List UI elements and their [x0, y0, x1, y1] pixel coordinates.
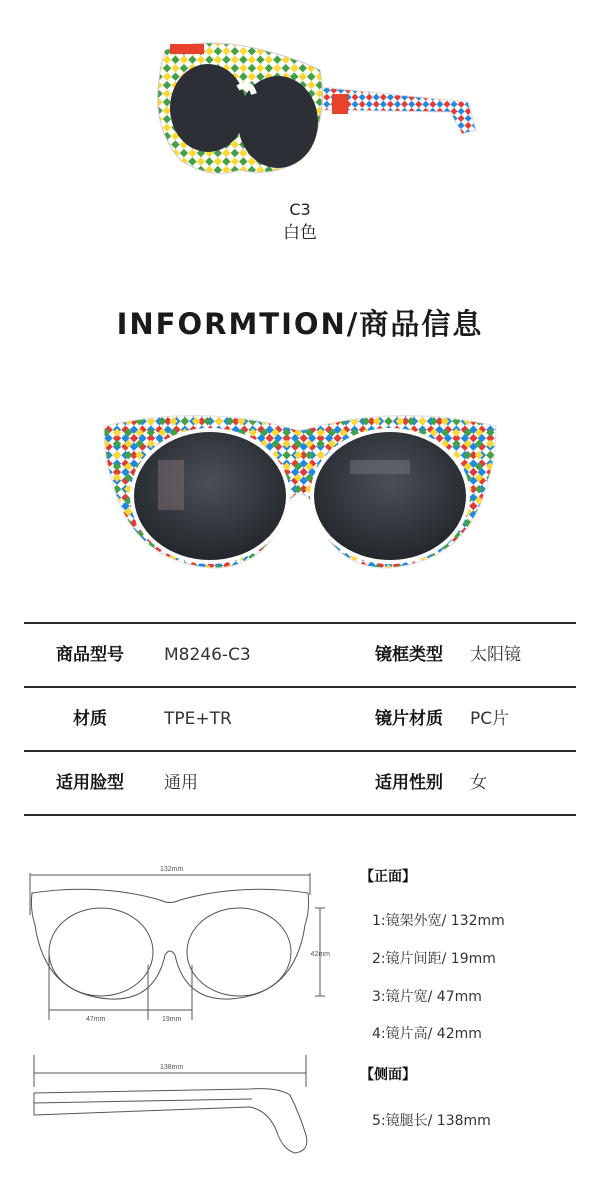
- info-value: 通用: [164, 773, 198, 793]
- info-value: PC片: [470, 709, 510, 729]
- info-key: 材质: [73, 709, 107, 729]
- dim-bridge-label: 19mm: [162, 1016, 182, 1023]
- info-value: TPE+TR: [164, 709, 232, 729]
- info-row: [24, 750, 576, 816]
- product-side-photo: [150, 30, 480, 190]
- info-key: 商品型号: [56, 645, 124, 665]
- info-row: [24, 686, 576, 750]
- info-key: 适用性别: [375, 773, 443, 793]
- info-key: 镜框类型: [375, 645, 443, 665]
- side-spec-header: 【侧面】: [360, 1067, 416, 1083]
- front-spec-header: 【正面】: [360, 869, 416, 885]
- info-row: [24, 622, 576, 686]
- dim-temple-length-label: 138mm: [160, 1064, 184, 1071]
- dim-lens-width-label: 47mm: [86, 1016, 106, 1023]
- info-value: 太阳镜: [470, 645, 521, 665]
- info-value: M8246-C3: [164, 645, 251, 665]
- info-value: 女: [470, 773, 487, 793]
- color-name: 白色: [283, 223, 317, 243]
- dimension-diagram: [20, 855, 330, 1160]
- spec-item: 2:镜片间距/ 19mm: [372, 951, 496, 967]
- spec-item: 3:镜片宽/ 47mm: [372, 989, 482, 1005]
- color-code: C3: [289, 200, 311, 219]
- spec-item: 1:镜架外宽/ 132mm: [372, 913, 505, 929]
- info-key: 适用脸型: [56, 773, 124, 793]
- spec-item: 4:镜片高/ 42mm: [372, 1026, 482, 1042]
- dim-lens-height-label: 42mm: [310, 951, 330, 958]
- spec-item: 5:镜腿长/ 138mm: [372, 1113, 491, 1129]
- dim-total-width-label: 132mm: [160, 866, 184, 873]
- section-title: INFORMTION/商品信息: [116, 307, 484, 341]
- product-front-photo: [100, 400, 500, 575]
- info-key: 镜片材质: [375, 709, 443, 729]
- product-info-table: [24, 622, 576, 816]
